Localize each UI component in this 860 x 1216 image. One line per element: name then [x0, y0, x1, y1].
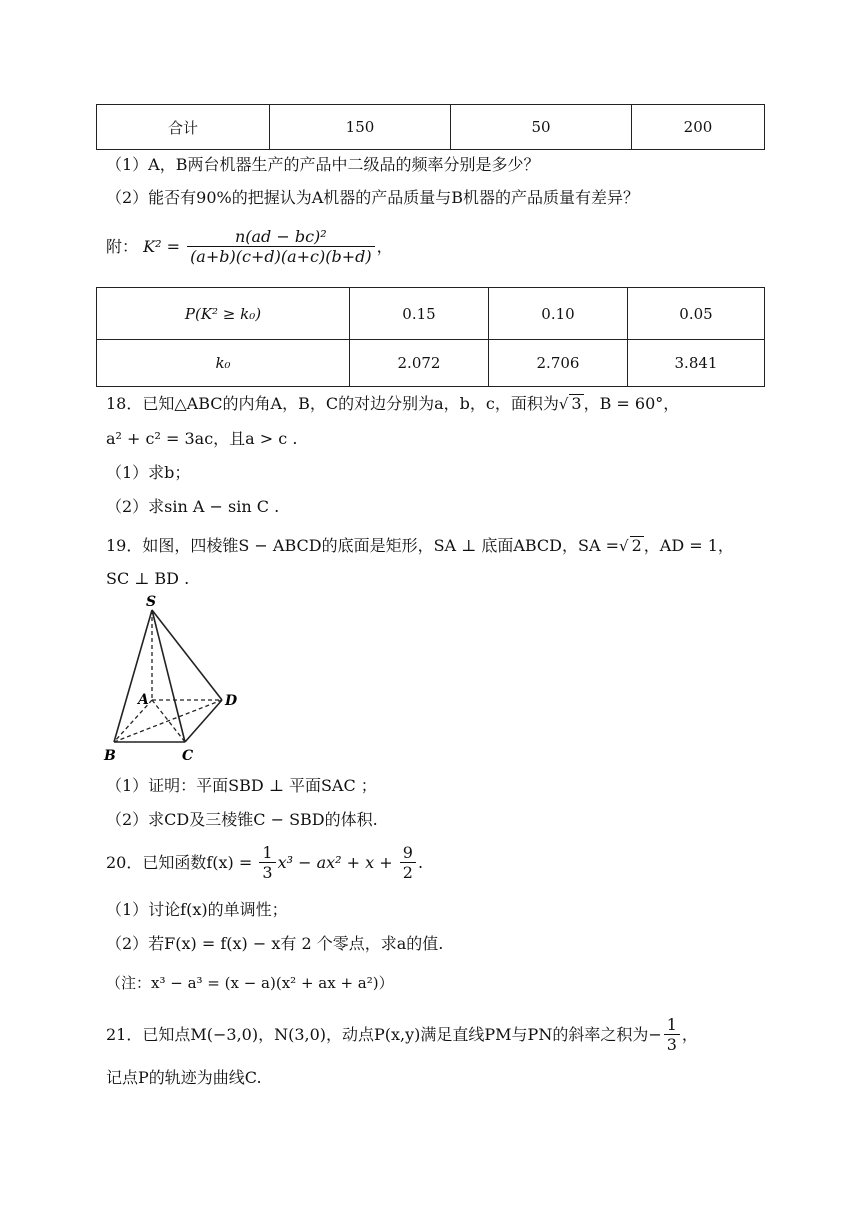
- frequency-table-total: [96, 104, 765, 150]
- q18-text-c: ，B = 60°，: [583, 394, 680, 413]
- formula-fraction: [187, 228, 375, 267]
- q21-text-b: ，: [681, 1025, 698, 1044]
- q17-part1: （1）A，B两台机器生产的产品中二级品的频率分别是多少？: [106, 155, 540, 174]
- table-cell: 2.072: [350, 340, 489, 387]
- frac-den: 3: [262, 863, 273, 882]
- q18-line1: 18．已知△ABC的内角A，B，C的对边分别为a，b，c，面积为√ 3 ，B = 60°，: [106, 394, 680, 413]
- q20-note: （注：x³ − a³ = (x − a)(x² + ax + a²)）: [106, 974, 394, 992]
- k-squared-formula: [106, 228, 393, 267]
- sqrt-radicand: 2: [631, 536, 642, 555]
- formula-lhs: K² =: [143, 237, 180, 256]
- table-cell: 150: [270, 105, 451, 150]
- table-cell: k₀: [97, 340, 350, 387]
- frac-den: 2: [402, 863, 413, 882]
- q18-part1: （1）求b；: [106, 463, 191, 482]
- q19-line1: 19．如图，四棱锥S − ABCD的底面是矩形，SA ⊥ 底面ABCD，SA =√ 2 ，AD = 1，: [106, 536, 734, 555]
- label-B: B: [104, 748, 116, 764]
- q17-part2: （2）能否有90%的把握认为A机器的产品质量与B机器的产品质量有差异？: [106, 188, 640, 207]
- fraction-one-third: [259, 844, 275, 883]
- critical-value-table: [96, 287, 765, 387]
- q19-part2: （2）求CD及三棱锥C − SBD的体积.: [106, 810, 378, 829]
- q19-text-a: 19．如图，四棱锥S − ABCD的底面是矩形，SA ⊥ 底面ABCD，SA =: [106, 536, 620, 555]
- q18-text-a: 18．已知△ABC的内角A，B，C的对边分别为a，b，c，面积为: [106, 394, 559, 413]
- formula-comma: ，: [376, 237, 393, 256]
- fraction-one-third: [664, 1016, 680, 1055]
- q20-text-b: x³ − ax² + x +: [277, 853, 393, 872]
- sqrt-radicand: 3: [571, 394, 582, 413]
- q19-part1: （1）证明：平面SBD ⊥ 平面SAC ；: [106, 776, 377, 795]
- formula-prefix: 附：: [106, 237, 139, 256]
- q19-text-c: ，AD = 1，: [643, 536, 734, 555]
- frac-num: 9: [400, 844, 416, 863]
- q20-part2: （2）若F(x) = f(x) − x有 2 个零点，求a的值.: [106, 934, 444, 953]
- fraction-nine-halves: [400, 844, 416, 883]
- q21-text-a: 21．已知点M(−3,0)，N(3,0)，动点P(x,y)满足直线PM与PN的斜率之积为−: [106, 1025, 662, 1044]
- q19-line2: SC ⊥ BD .: [106, 569, 190, 588]
- table-cell: 0.15: [350, 288, 489, 340]
- label-C: C: [182, 748, 194, 764]
- table-row: [97, 288, 765, 340]
- q20-part1: （1）讨论f(x)的单调性；: [106, 900, 288, 919]
- q20-text-c: .: [417, 853, 424, 872]
- label-S: S: [146, 594, 157, 610]
- label-A: A: [138, 692, 149, 708]
- pyramid-diagram: [100, 592, 250, 770]
- table-row: [97, 105, 765, 150]
- table-cell: 合计: [97, 105, 270, 150]
- frac-num: 1: [664, 1016, 680, 1035]
- q21-line1: [106, 1016, 698, 1055]
- q21-line2: 记点P的轨迹为曲线C.: [106, 1068, 262, 1087]
- table-cell: 0.05: [628, 288, 765, 340]
- q20-line1: [106, 844, 423, 883]
- table-cell: 3.841: [628, 340, 765, 387]
- table-cell: 50: [451, 105, 632, 150]
- q20-text-a: 20．已知函数f(x) =: [106, 853, 253, 872]
- q18-line2: a² + c² = 3ac，且a > c .: [106, 429, 298, 448]
- frac-den: 3: [666, 1035, 677, 1054]
- table-cell: 200: [632, 105, 765, 150]
- table-cell: P(K² ≥ k₀): [97, 288, 350, 340]
- table-row: [97, 340, 765, 387]
- q18-part2: （2）求sin A − sin C .: [106, 497, 280, 516]
- frac-num: 1: [259, 844, 275, 863]
- label-D: D: [225, 693, 238, 709]
- table-cell: 2.706: [489, 340, 628, 387]
- table-cell: 0.10: [489, 288, 628, 340]
- formula-denominator: (a+b)(c+d)(a+c)(b+d): [190, 247, 372, 266]
- formula-numerator: n(ad − bc)²: [187, 228, 375, 247]
